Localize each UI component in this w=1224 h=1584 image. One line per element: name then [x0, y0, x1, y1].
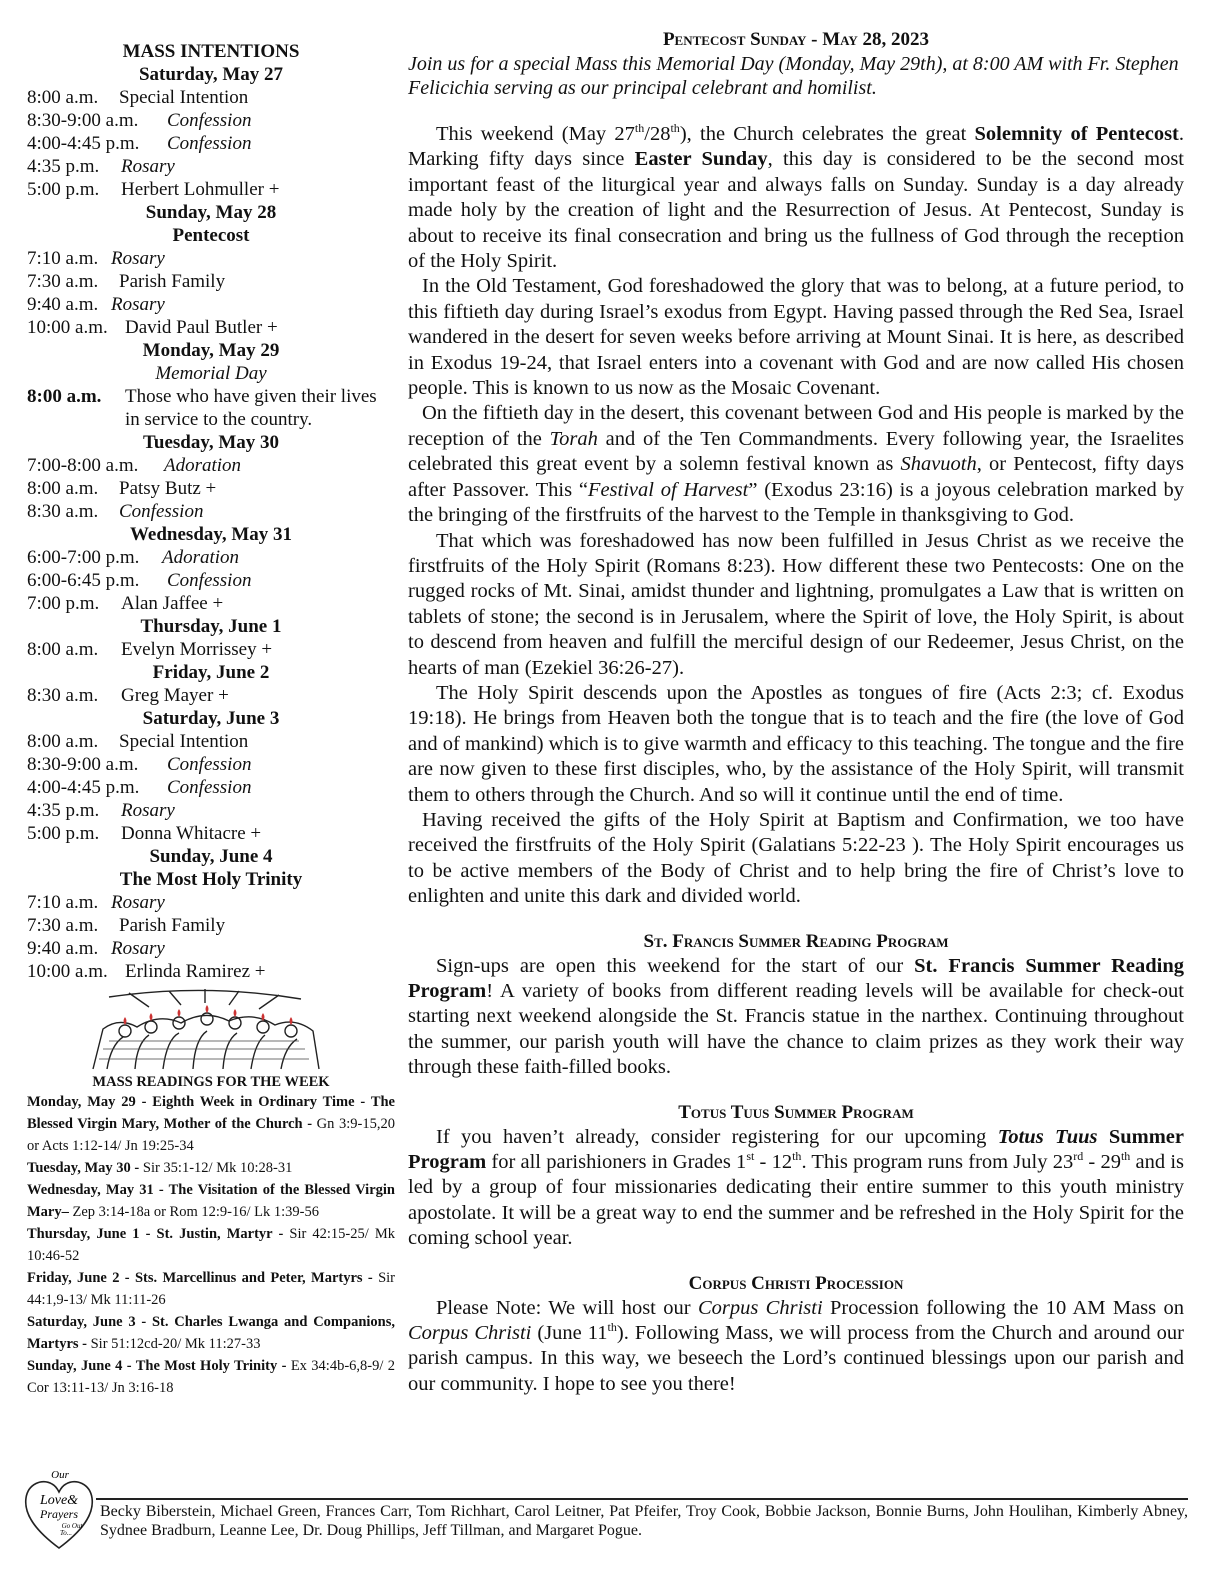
intention-time: 7:30 a.m.	[27, 271, 99, 292]
intention-text: Confession	[167, 133, 252, 154]
intention-text: Rosary	[111, 892, 165, 913]
intention-text: Confession	[167, 777, 252, 798]
intention-row	[27, 592, 395, 615]
intention-time: 6:00-7:00 p.m.	[27, 547, 140, 568]
memorial-day-intro: Join us for a special Mass this Memorial Day (Monday, May 29th), at 8:00 AM with Fr. Stephen Felicichia serving as our principal celebrant and homilist.	[408, 53, 1179, 99]
intention-text: Special Intention	[119, 731, 249, 752]
intention-time: 8:30-9:00 a.m.	[27, 754, 139, 775]
intention-row	[27, 109, 395, 132]
reading-program-title: St. Francis Summer Reading Program	[643, 930, 949, 952]
intention-text: David Paul Butler +	[125, 317, 278, 338]
intention-row	[27, 178, 395, 201]
intention-row	[27, 960, 395, 983]
intention-time: 4:00-4:45 p.m.	[27, 777, 140, 798]
superscript: th	[634, 121, 645, 136]
reading-day: Monday, May 29 - Eighth Week in Ordinary Time - The Blessed Virgin Mary, Mother of the Church -	[27, 1094, 395, 1132]
intention-time: 8:00 a.m.	[27, 731, 99, 752]
reading-refs: Sir 35:1-12/ Mk 10:28-31	[142, 1160, 293, 1176]
intention-text: Adoration	[162, 547, 240, 568]
mass-intentions-column	[27, 40, 395, 1399]
intention-row	[27, 132, 395, 155]
intention-text: Herbert Lohmuller +	[121, 179, 280, 200]
day-heading: Monday, May 29	[142, 340, 280, 361]
intention-time: 7:00-8:00 a.m.	[27, 455, 139, 476]
intention-text: Patsy Butz +	[119, 478, 217, 499]
italic-text: Shavuoth	[900, 453, 977, 476]
article-paragraph: In the Old Testament, God foreshadowed the glory that was to belong, at a future period, to this fiftieth day during Israel’s exodus from Egypt. Having passed through the Red Sea, Israel wandered in the desert for seven weeks before arriving at Mount Sinai. It is here, as described in Exodus 19-24, that Israel enters into a covenant with God and are now called His chosen people. This is known to us now as the Mosaic Covenant.	[408, 275, 1184, 400]
intention-time: 9:40 a.m.	[27, 938, 99, 959]
reading-day: Sunday, June 4 - The Most Holy Trinity -	[27, 1358, 287, 1374]
intention-text: Confession	[167, 570, 252, 591]
intention-row	[27, 822, 395, 845]
article-paragraph	[408, 401, 1184, 528]
italic-text: Corpus Christi	[408, 1322, 532, 1345]
intention-text: Rosary	[121, 800, 175, 821]
superscript: th	[670, 121, 680, 136]
intention-time: 5:00 p.m.	[27, 823, 100, 844]
text: and of the Ten Commandments. Every following year, the Israelites celebrated this great event by a solemn festival known as	[408, 427, 1185, 476]
bold-text: Solemnity of Pentecost	[974, 123, 1179, 145]
text: ! A variety of books from different reading levels will be available for check-out starting next weekend alongside the St. Francis statue in the narthex. Continuing throughout the summer, our parish youth will have the chance to claim prizes as they work their way through these faith-filled books.	[408, 980, 1184, 1079]
bold-text: Easter Sunday	[634, 148, 768, 171]
day-subheading: Memorial Day	[155, 363, 267, 384]
day-heading: Wednesday, May 31	[129, 524, 293, 545]
intention-text: Greg Mayer +	[121, 685, 229, 706]
reading-day: Saturday, June 3 - St. Charles Lwanga and Companions, Martyrs -	[27, 1314, 395, 1352]
reading-day: Wednesday, May 31 - The Visitation of the Blessed Virgin Mary–	[27, 1182, 395, 1220]
intention-time: 10:00 a.m.	[27, 961, 108, 982]
intention-text: Confession	[167, 110, 252, 131]
intention-text: Rosary	[111, 248, 165, 269]
text: ). Following Mass, we will process from the Church and around our parish campus. In this way, we beseech the Lord’s continued blessings upon our parish and our community. I hope to see you there!	[408, 1322, 1184, 1395]
article-paragraph: The Holy Spirit descends upon the Apostles as tongues of fire (Acts 2:3; cf. Exodus 19:18). He brings from Heaven both the tongue that is to teach and the fire (the love of God and of mankind) which is to give warmth and efficacy to this teaching. The tongue and the fire are now given to these first disciples, who, by the assistance of the Holy Spirit, will transmit them to others through the Church. And so will it continue until the end of time.	[408, 681, 1184, 806]
intention-text: Those who have given their lives in service to the country.	[125, 386, 377, 430]
intention-time: 9:40 a.m.	[27, 294, 99, 315]
text: for all parishioners in Grades 1	[486, 1151, 747, 1174]
reading-refs: Sir 51:12cd-20/ Mk 11:27-33	[90, 1336, 261, 1352]
day-heading: Friday, June 2	[152, 662, 270, 683]
intention-time: 7:10 a.m.	[27, 248, 99, 269]
italic-text: Corpus Christi	[697, 1296, 823, 1319]
intention-time: 4:35 p.m.	[27, 800, 100, 821]
intention-text: Parish Family	[119, 915, 226, 936]
intention-row	[27, 914, 395, 937]
svg-text:Love&: Love&	[39, 1493, 79, 1508]
intention-time: 4:00-4:45 p.m.	[27, 133, 140, 154]
prayer-list-names: Becky Biberstein, Michael Green, Frances Carr, Tom Richhart, Carol Leitner, Pat Pfeifer, Troy Cook, Bobbie Jackson, Bonnie Burns, John Houlihan, Kimberly Abney, Sydnee Bradburn, Leanne Lee, Dr. Doug Phillips, Jeff Tillman, and Margaret Pogue.	[100, 1503, 1188, 1539]
love-and-prayers-heart-logo	[22, 1468, 96, 1552]
text: /28	[644, 123, 671, 145]
intention-time: 4:35 p.m.	[27, 156, 100, 177]
text: Procession following the 10 AM Mass on	[822, 1296, 1184, 1319]
reading-day: Friday, June 2 - Sts. Marcellinus and Peter, Martyrs -	[27, 1270, 373, 1286]
text: . This program runs from July 23	[801, 1151, 1074, 1174]
main-title: Pentecost Sunday - May 28, 2023	[662, 29, 930, 50]
spacer	[408, 910, 1184, 930]
corpus-christi-paragraph	[408, 1296, 1184, 1398]
text: ” (Exodus 23:16) is a joyous celebration marked by the bringing of the firstfruits of the harvest to the Temple in thanksgiving to God.	[408, 478, 1184, 527]
intention-text: Rosary	[111, 938, 165, 959]
reading-entry	[27, 1223, 395, 1267]
bold-italic-text: Totus Tuus	[997, 1125, 1098, 1148]
text: , or Pentecost, fifty days after Passover. This “	[408, 453, 1185, 501]
intention-text: Rosary	[121, 156, 175, 177]
intention-row	[27, 569, 395, 592]
svg-text:To...: To...	[59, 1529, 73, 1537]
text: (June 11	[531, 1322, 608, 1345]
reading-refs: Sir 44:1,9-13/ Mk 11:11-26	[27, 1270, 395, 1308]
day-heading: Sunday, May 28	[145, 202, 277, 223]
intention-row	[27, 385, 395, 431]
mass-intentions-title: MASS INTENTIONS	[122, 41, 300, 62]
day-heading: Saturday, June 3	[142, 708, 280, 729]
intention-time: 8:30 a.m.	[27, 501, 99, 522]
italic-text: Festival of Harvest	[587, 478, 749, 501]
intention-row	[27, 86, 395, 109]
intention-time: 8:00 a.m.	[27, 639, 99, 660]
intention-row	[27, 546, 395, 569]
spacer	[408, 1081, 1184, 1101]
superscript: th	[792, 1149, 802, 1164]
intention-time: 8:00 a.m.	[27, 478, 99, 499]
intention-text: Donna Whitacre +	[121, 823, 262, 844]
text: and is led by a group of four missionaries dedicating their entire summer to this youth ministry apostolate. It will be a great way to end the summer and be refreshed in the Holy Spirit for the coming school year.	[408, 1151, 1185, 1250]
day-heading: Saturday, May 27	[138, 64, 284, 85]
intention-row	[27, 316, 395, 339]
day-heading: Thursday, June 1	[140, 616, 282, 637]
text: Please Note: We will host our	[436, 1296, 698, 1319]
reading-refs: Gn 3:9-15,20 or Acts 1:12-14/ Jn 19:25-34	[27, 1116, 395, 1154]
intention-row	[27, 799, 395, 822]
text: On the fiftieth day in the desert, this covenant between God and His people is marked by the reception of the	[408, 402, 1184, 450]
text: . Marking fifty days since	[408, 123, 1185, 171]
intention-row	[27, 454, 395, 477]
intention-row	[27, 638, 395, 661]
intention-text: Special Intention	[119, 87, 249, 108]
intention-text: Erlinda Ramirez +	[125, 961, 266, 982]
intention-time: 7:30 a.m.	[27, 915, 99, 936]
intention-time: 8:30 a.m.	[27, 685, 99, 706]
reading-refs: Zep 3:14-18a or Rom 12:9-16/ Lk 1:39-56	[72, 1204, 319, 1220]
text: - 12	[754, 1151, 793, 1174]
intention-row	[27, 270, 395, 293]
intention-text: Evelyn Morrissey +	[121, 639, 273, 660]
intention-row	[27, 891, 395, 914]
text: ), the Church celebrates the great	[679, 123, 975, 145]
intention-row	[27, 155, 395, 178]
reading-day: Thursday, June 1 - St. Justin, Martyr -	[27, 1226, 284, 1242]
article-paragraph: That which was foreshadowed has now been fulfilled in Jesus Christ as we receive the firstfruits of the Holy Spirit (Romans 8:23). How different these two Pentecosts: One on the rugged rocks of Mt. Sinai, amidst thunder and lightning, promulgates a Law that is written on tablets of stone; the second is in Jerusalem, where the Spirit of love, the Holy Spirit, is about to descend from heaven and fulfill the merciful design of our Redeemer, Jesus Christ, on the hearts of man (Ezekiel 36:26-27).	[408, 529, 1184, 679]
text: - 29	[1083, 1151, 1121, 1174]
reading-program-paragraph	[408, 954, 1184, 1081]
intention-text: Confession	[119, 501, 204, 522]
reading-refs: Sir 42:15-25/ Mk 10:46-52	[27, 1226, 396, 1264]
text: Sign-ups are open this weekend for the start of our	[436, 954, 915, 977]
svg-text:Our: Our	[51, 1469, 69, 1481]
spacer	[408, 100, 1184, 122]
intention-time: 10:00 a.m.	[27, 317, 108, 338]
day-heading: Sunday, June 4	[149, 846, 273, 867]
day-heading: Tuesday, May 30	[142, 432, 280, 453]
text: If you haven’t already, consider registering for our upcoming	[436, 1125, 998, 1148]
intention-row	[27, 477, 395, 500]
intention-text: Adoration	[164, 455, 242, 476]
intention-row	[27, 247, 395, 270]
intention-time: 6:00-6:45 p.m.	[27, 570, 140, 591]
svg-text:Prayers: Prayers	[40, 1507, 78, 1521]
corpus-christi-title: Corpus Christi Procession	[688, 1272, 904, 1294]
svg-text:Go Out: Go Out	[61, 1522, 83, 1530]
totus-tuus-paragraph	[408, 1125, 1184, 1252]
intention-time: 8:00 a.m.	[27, 87, 99, 108]
pentecost-illustration	[89, 989, 321, 1071]
intention-row	[27, 753, 395, 776]
article-paragraph: Having received the gifts of the Holy Spirit at Baptism and Confirmation, we too have received the firstfruits of the Holy Spirit (Galatians 5:22-23 ). The Holy Spirit encourages us to be active members of the Body of Christ and to help bring the fire of Christ’s love to enlighten and unite this dark and divided world.	[408, 808, 1184, 908]
reading-entry	[27, 1157, 395, 1179]
bold-text: St. Francis Summer Reading Program	[408, 954, 1184, 1002]
intention-row	[27, 730, 395, 753]
article-paragraph	[408, 122, 1184, 274]
intention-row	[27, 776, 395, 799]
spacer	[408, 1252, 1184, 1272]
reading-refs: Ex 34:4b-6,8-9/ 2 Cor 13:11-13/ Jn 3:16-18	[27, 1358, 396, 1396]
intention-text: Confession	[167, 754, 252, 775]
superscript: st	[746, 1149, 755, 1164]
day-subheading: The Most Holy Trinity	[119, 869, 303, 890]
main-column	[408, 28, 1184, 1397]
footer-divider	[96, 1498, 1188, 1500]
totus-tuus-title: Totus Tuus Summer Program	[678, 1101, 914, 1123]
text: This weekend (May 27	[436, 123, 635, 145]
intention-row	[27, 684, 395, 707]
intention-text: Rosary	[111, 294, 165, 315]
reading-entry	[27, 1355, 395, 1399]
intention-time: 5:00 p.m.	[27, 179, 100, 200]
reading-entry	[27, 1091, 395, 1157]
reading-entry	[27, 1179, 395, 1223]
intention-text: Parish Family	[119, 271, 226, 292]
intention-time: 7:10 a.m.	[27, 892, 99, 913]
reading-entry	[27, 1311, 395, 1355]
intention-time: 8:30-9:00 a.m.	[27, 110, 139, 131]
bold-text: Summer Program	[408, 1125, 1185, 1174]
reading-entry	[27, 1267, 395, 1311]
superscript: rd	[1073, 1149, 1084, 1164]
readings-title: MASS READINGS FOR THE WEEK	[92, 1074, 330, 1090]
intention-row	[27, 937, 395, 960]
italic-text: Torah	[549, 427, 598, 450]
intention-text: Alan Jaffee +	[121, 593, 224, 614]
reading-day: Tuesday, May 30 -	[27, 1160, 140, 1176]
superscript: th	[607, 1320, 617, 1335]
intention-time: 8:00 a.m.	[27, 386, 102, 407]
intention-time: 7:00 p.m.	[27, 593, 100, 614]
text: , this day is considered to be the second most important feast of the liturgical year and always falls on Sunday. Sunday is a day already made holy by the creation of light and the Resurrection of Jesus. At Pentecost, Sunday is about to receive its final consecration and bring us the fullness of God through the reception of the Holy Spirit.	[408, 148, 1184, 273]
superscript: th	[1120, 1149, 1131, 1164]
day-subheading: Pentecost	[172, 225, 250, 246]
intention-row	[27, 293, 395, 316]
intention-row	[27, 500, 395, 523]
